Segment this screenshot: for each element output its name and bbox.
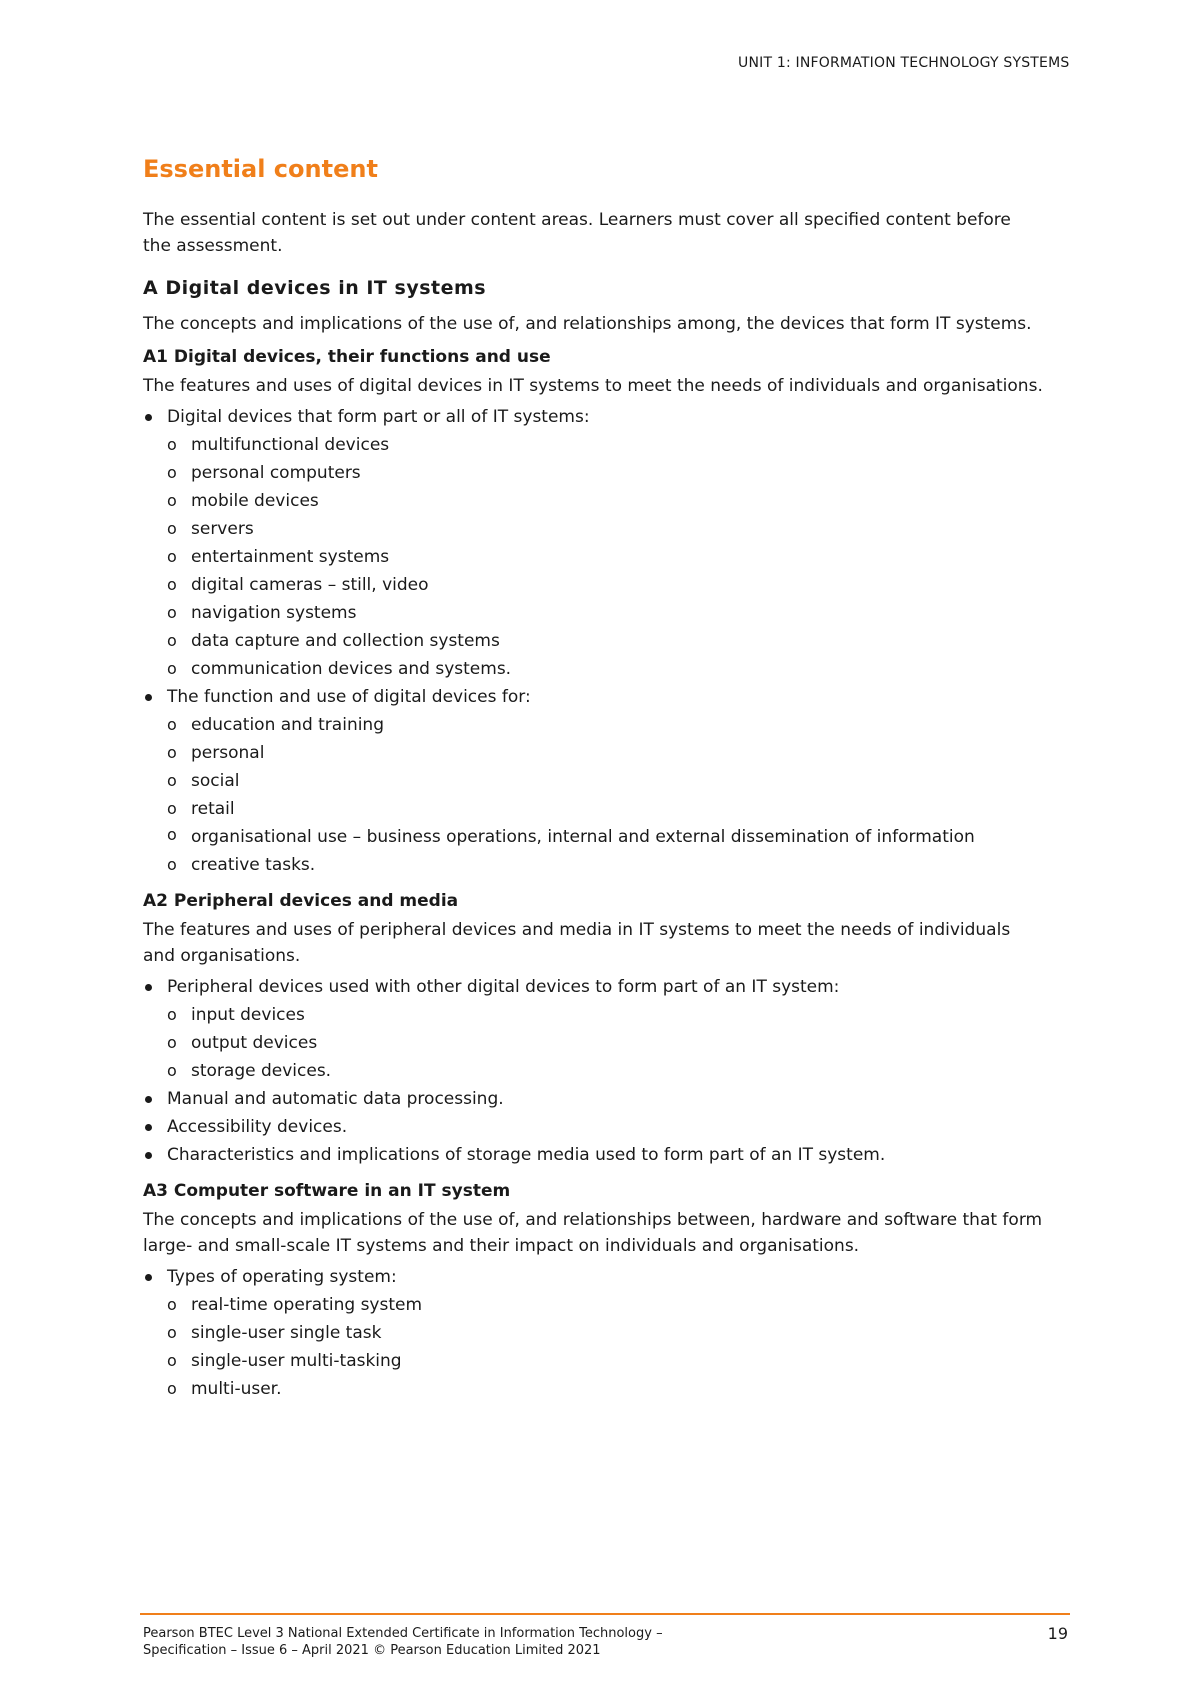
- circle-bullet-icon: o: [167, 1005, 177, 1024]
- sub-item-text: personal computers: [191, 463, 361, 483]
- sub-item-text: creative tasks.: [191, 855, 316, 875]
- circle-bullet-icon: o: [167, 743, 177, 762]
- sub-item-text: single-user single task: [191, 1323, 382, 1343]
- sub-item: [167, 1375, 1043, 1403]
- sub-item-text: entertainment systems: [191, 547, 390, 567]
- sub-item-text: input devices: [191, 1005, 305, 1025]
- circle-bullet-icon: o: [167, 491, 177, 510]
- topic-description: The concepts and implications of the use of, and relationships among, the devices that form IT systems.: [143, 314, 1032, 334]
- subsection-title: A1 Digital devices, their functions and use: [143, 347, 551, 367]
- bullet-icon: [145, 1096, 152, 1103]
- sub-item-text: education and training: [191, 715, 385, 735]
- bullet-text: Characteristics and implications of storage media used to form part of an IT system.: [167, 1145, 886, 1165]
- bullet-item: [143, 1085, 1043, 1113]
- circle-bullet-icon: o: [167, 1323, 177, 1342]
- bullet-icon: [145, 1274, 152, 1281]
- circle-bullet-icon: o: [167, 519, 177, 538]
- bullet-item: [143, 403, 1043, 683]
- sub-item: [167, 1001, 1043, 1029]
- bullet-item: [143, 683, 1043, 879]
- footer-divider: [140, 1613, 1070, 1615]
- bullet-icon: [145, 984, 152, 991]
- bullet-text: Peripheral devices used with other digital devices to form part of an IT system:: [167, 977, 840, 997]
- sub-list: [167, 1001, 1043, 1085]
- sub-item-text: multifunctional devices: [191, 435, 390, 455]
- sub-item: [167, 767, 1043, 795]
- sub-item-text: communication devices and systems.: [191, 659, 512, 679]
- circle-bullet-icon: o: [167, 603, 177, 622]
- bullet-icon: [145, 694, 152, 701]
- subsection-title: A2 Peripheral devices and media: [143, 891, 459, 911]
- sub-item-text: social: [191, 771, 240, 791]
- sub-item-text: digital cameras – still, video: [191, 575, 429, 595]
- section-title: Essential content: [143, 155, 378, 183]
- bullet-icon: [145, 1124, 152, 1131]
- circle-bullet-icon: o: [167, 715, 177, 734]
- sub-item: [167, 487, 1043, 515]
- sub-item-text: data capture and collection systems: [191, 631, 500, 651]
- circle-bullet-icon: o: [167, 799, 177, 818]
- circle-bullet-icon: o: [167, 547, 177, 566]
- sub-item: [167, 431, 1043, 459]
- sub-item: [167, 739, 1043, 767]
- subsection-a1: [143, 347, 1043, 879]
- section-intro: The essential content is set out under content areas. Learners must cover all specified content before the assessment.: [143, 210, 1011, 256]
- bullet-text: The function and use of digital devices for:: [167, 687, 531, 707]
- sub-item-text: multi-user.: [191, 1379, 282, 1399]
- sub-item: [167, 1029, 1043, 1057]
- sub-item: [167, 515, 1043, 543]
- subsection-title: A3 Computer software in an IT system: [143, 1181, 511, 1201]
- footer-line-2: Specification – Issue 6 – April 2021 © Pearson Education Limited 2021: [143, 1643, 601, 1658]
- sub-item: [167, 1347, 1043, 1375]
- bullet-icon: [145, 414, 152, 421]
- sub-list: [167, 431, 1043, 683]
- sub-item: [167, 599, 1043, 627]
- bullet-item: [143, 1141, 1043, 1169]
- sub-item: [167, 1319, 1043, 1347]
- sub-list: [167, 1291, 1043, 1403]
- footer-line-1: Pearson BTEC Level 3 National Extended Certificate in Information Technology –: [143, 1626, 663, 1641]
- circle-bullet-icon: o: [167, 659, 177, 678]
- bullet-text: Manual and automatic data processing.: [167, 1089, 504, 1109]
- subsection-a2: [143, 891, 1043, 1169]
- circle-bullet-icon: o: [167, 1061, 177, 1080]
- sub-item-text: navigation systems: [191, 603, 357, 623]
- circle-bullet-icon: o: [167, 825, 177, 844]
- sub-item: [167, 795, 1043, 823]
- circle-bullet-icon: o: [167, 435, 177, 454]
- running-header: UNIT 1: INFORMATION TECHNOLOGY SYSTEMS: [738, 55, 1070, 71]
- circle-bullet-icon: o: [167, 1351, 177, 1370]
- page-number: 19: [1047, 1624, 1068, 1643]
- sub-item: [167, 851, 1043, 879]
- sub-item: [167, 571, 1043, 599]
- circle-bullet-icon: o: [167, 1033, 177, 1052]
- sub-item: [167, 459, 1043, 487]
- sub-item-text: organisational use – business operations, internal and external dissemination of information: [191, 827, 975, 847]
- bullet-list: [143, 973, 1043, 1169]
- sub-item-text: real-time operating system: [191, 1295, 423, 1315]
- sub-item: [167, 1291, 1043, 1319]
- circle-bullet-icon: o: [167, 855, 177, 874]
- sub-item: [167, 711, 1043, 739]
- sub-item-text: storage devices.: [191, 1061, 332, 1081]
- subsection-description: The features and uses of peripheral devices and media in IT systems to meet the needs of individuals and organisations.: [143, 920, 1011, 966]
- circle-bullet-icon: o: [167, 1379, 177, 1398]
- sub-item-text: personal: [191, 743, 265, 763]
- bullet-item: [143, 1263, 1043, 1403]
- circle-bullet-icon: o: [167, 771, 177, 790]
- topic-title: A Digital devices in IT systems: [143, 277, 487, 299]
- bullet-list: [143, 1263, 1043, 1403]
- footer-text: [143, 1625, 663, 1659]
- sub-item-text: output devices: [191, 1033, 318, 1053]
- sub-item: [167, 1057, 1043, 1085]
- bullet-item: [143, 973, 1043, 1085]
- bullet-list: [143, 403, 1043, 879]
- sub-item-text: servers: [191, 519, 254, 539]
- sub-item: [167, 655, 1043, 683]
- sub-item-text: retail: [191, 799, 235, 819]
- circle-bullet-icon: o: [167, 463, 177, 482]
- bullet-item: [143, 1113, 1043, 1141]
- circle-bullet-icon: o: [167, 631, 177, 650]
- circle-bullet-icon: o: [167, 1295, 177, 1314]
- subsection-a3: [143, 1181, 1043, 1403]
- sub-item: [167, 823, 1043, 851]
- circle-bullet-icon: o: [167, 575, 177, 594]
- subsection-description: The features and uses of digital devices in IT systems to meet the needs of individuals and organisations.: [143, 376, 1043, 396]
- sub-item: [167, 627, 1043, 655]
- sub-item-text: mobile devices: [191, 491, 319, 511]
- main-content: [143, 155, 1043, 1415]
- subsection-description: The concepts and implications of the use of, and relationships between, hardware and software that form large- and small-scale IT systems and their impact on individuals and organisations.: [143, 1210, 1043, 1256]
- sub-item: [167, 543, 1043, 571]
- sub-item-text: single-user multi-tasking: [191, 1351, 402, 1371]
- bullet-text: Types of operating system:: [167, 1267, 397, 1287]
- bullet-icon: [145, 1152, 152, 1159]
- bullet-text: Accessibility devices.: [167, 1117, 348, 1137]
- bullet-text: Digital devices that form part or all of IT systems:: [167, 407, 590, 427]
- sub-list: [167, 711, 1043, 879]
